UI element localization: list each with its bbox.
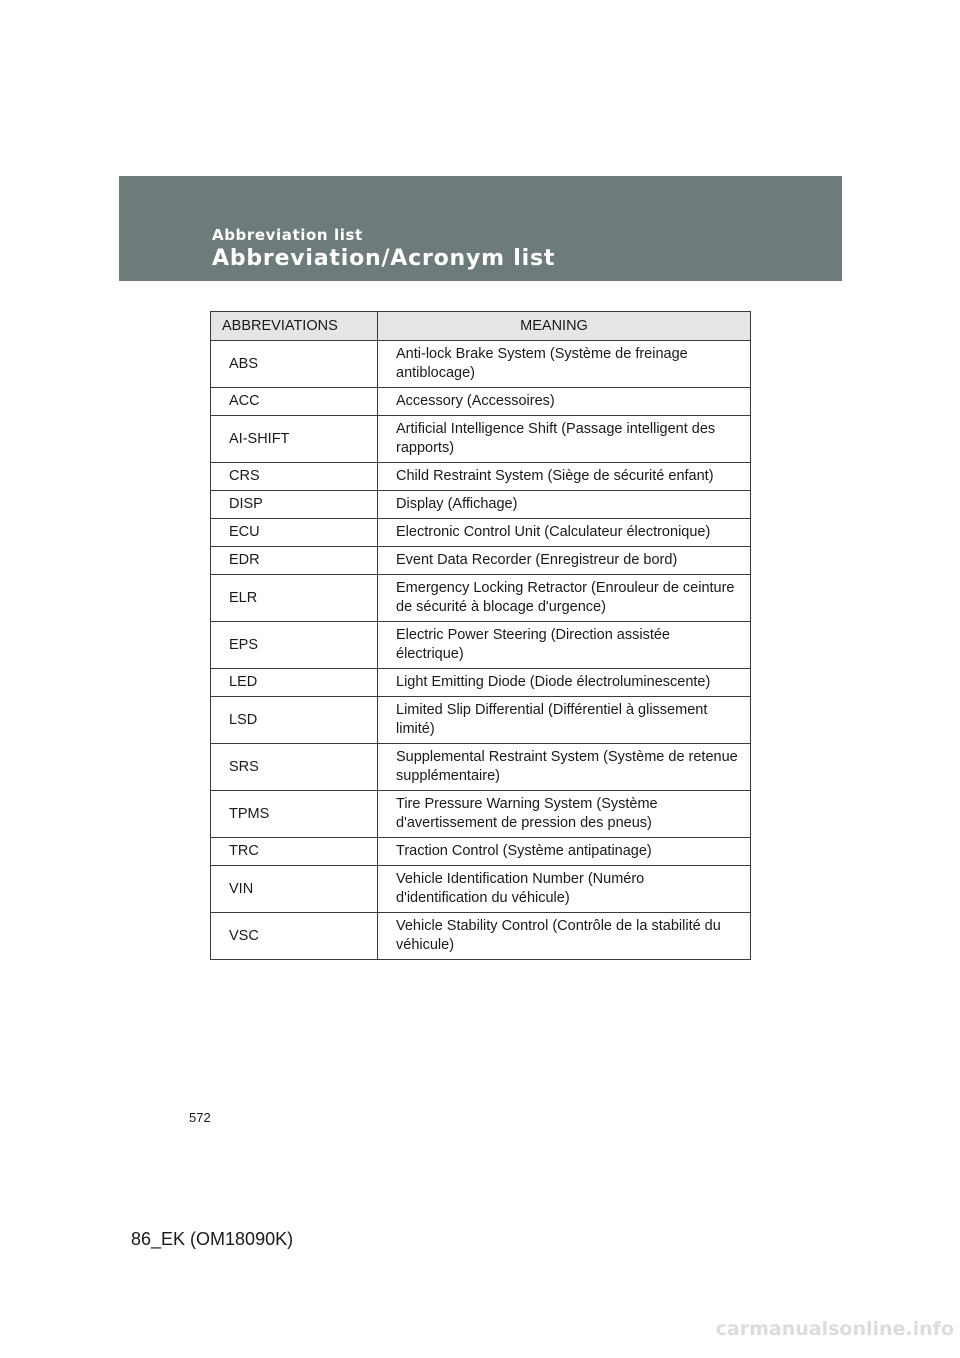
table-row (211, 622, 751, 669)
abbreviation-cell: LSD (211, 697, 378, 744)
meaning-cell: Light Emitting Diode (Diode électroluminescente) (378, 669, 751, 697)
meaning-cell: Emergency Locking Retractor (Enrouleur de ceinture de sécurité à blocage d'urgence) (378, 575, 751, 622)
meaning-cell: Artificial Intelligence Shift (Passage intelligent des rapports) (378, 416, 751, 463)
abbreviation-cell: ELR (211, 575, 378, 622)
table-row (211, 519, 751, 547)
meaning-cell: Child Restraint System (Siège de sécurité enfant) (378, 463, 751, 491)
meaning-cell: Event Data Recorder (Enregistreur de bord) (378, 547, 751, 575)
table-row (211, 838, 751, 866)
abbreviation-cell: LED (211, 669, 378, 697)
table-row (211, 463, 751, 491)
table-body (211, 341, 751, 960)
table-row (211, 866, 751, 913)
abbreviation-cell: VIN (211, 866, 378, 913)
abbreviation-cell: ECU (211, 519, 378, 547)
header-band (119, 176, 842, 281)
meaning-cell: Vehicle Identification Number (Numéro d'identification du véhicule) (378, 866, 751, 913)
document-code: 86_EK (OM18090K) (131, 1229, 294, 1249)
table-row (211, 341, 751, 388)
table-row (211, 669, 751, 697)
page-title: Abbreviation/Acronym list (212, 246, 556, 271)
abbreviation-cell: AI-SHIFT (211, 416, 378, 463)
meaning-cell: Vehicle Stability Control (Contrôle de la stabilité du véhicule) (378, 913, 751, 960)
table-row (211, 575, 751, 622)
meaning-cell: Accessory (Accessoires) (378, 388, 751, 416)
meaning-cell: Electric Power Steering (Direction assistée électrique) (378, 622, 751, 669)
table-row (211, 744, 751, 791)
abbreviation-cell: EPS (211, 622, 378, 669)
meaning-cell: Limited Slip Differential (Différentiel à glissement limité) (378, 697, 751, 744)
column-header-meaning: MEANING (378, 312, 751, 341)
section-label: Abbreviation list (212, 226, 363, 244)
abbreviation-cell: ABS (211, 341, 378, 388)
abbreviation-cell: VSC (211, 913, 378, 960)
abbreviation-cell: DISP (211, 491, 378, 519)
meaning-cell: Traction Control (Système antipatinage) (378, 838, 751, 866)
table-row (211, 913, 751, 960)
abbreviation-cell: CRS (211, 463, 378, 491)
abbreviation-cell: SRS (211, 744, 378, 791)
meaning-cell: Tire Pressure Warning System (Système d'avertissement de pression des pneus) (378, 791, 751, 838)
abbreviation-cell: EDR (211, 547, 378, 575)
column-header-abbreviations: ABBREVIATIONS (211, 312, 378, 341)
meaning-cell: Electronic Control Unit (Calculateur électronique) (378, 519, 751, 547)
abbreviation-cell: TPMS (211, 791, 378, 838)
table-row (211, 547, 751, 575)
abbreviation-cell: ACC (211, 388, 378, 416)
table-row (211, 491, 751, 519)
meaning-cell: Display (Affichage) (378, 491, 751, 519)
meaning-cell: Anti-lock Brake System (Système de freinage antiblocage) (378, 341, 751, 388)
table-row (211, 416, 751, 463)
table-header-row (211, 312, 751, 341)
meaning-cell: Supplemental Restraint System (Système de retenue supplémentaire) (378, 744, 751, 791)
table-row (211, 791, 751, 838)
watermark: carmanualsonline.info (715, 1318, 954, 1340)
page-number: 572 (189, 1110, 211, 1125)
abbreviation-cell: TRC (211, 838, 378, 866)
table-row (211, 388, 751, 416)
abbreviation-table (210, 311, 751, 960)
table-row (211, 697, 751, 744)
